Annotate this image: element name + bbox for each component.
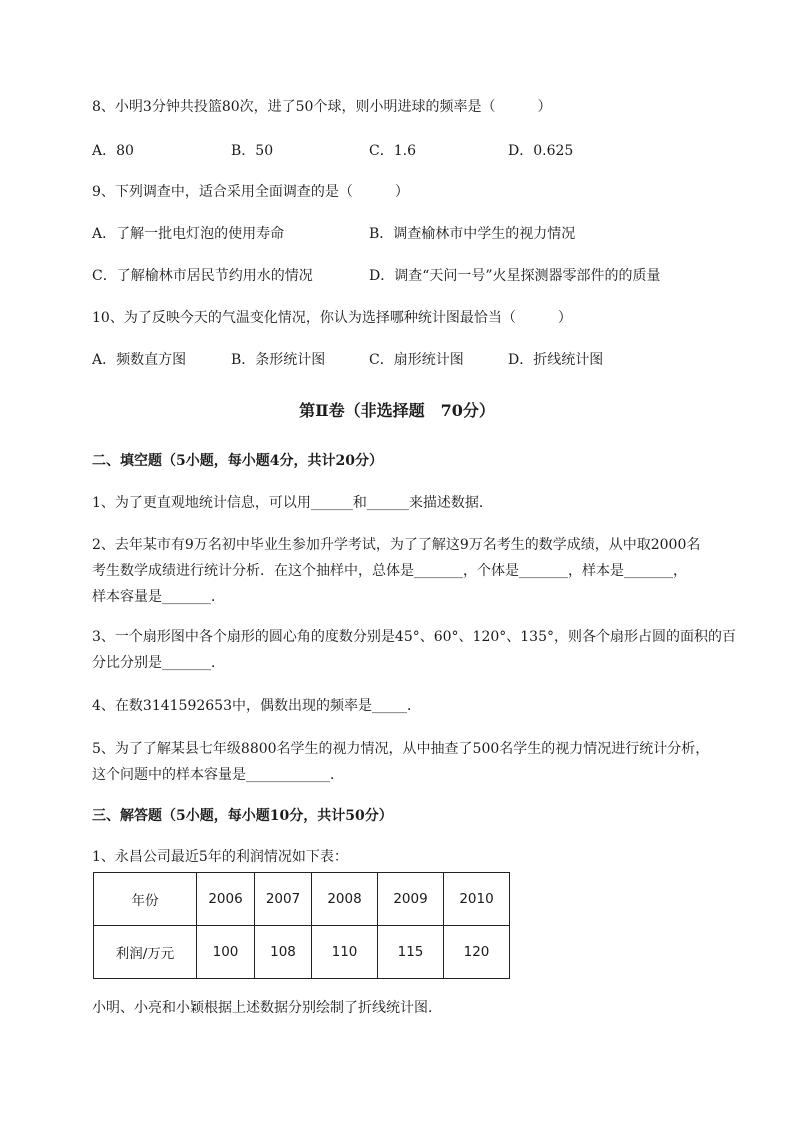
question-9-options-row1 — [92, 224, 732, 244]
table-header-year: 年份 — [94, 873, 197, 926]
fill-question-2-line-1: 2、去年某市有9万名初中毕业生参加升学考试，为了了解这9万名考生的数学成绩，从中取2000名 — [92, 537, 701, 553]
table-row — [94, 926, 510, 979]
option-b: B．50 — [231, 143, 274, 159]
table-cell-year: 2010 — [444, 873, 510, 926]
table-cell-profit: 120 — [444, 926, 510, 979]
fill-question-3-line-2: 分比分别是_______． — [92, 655, 225, 671]
fill-question-5-line-2: 这个问题中的样本容量是____________． — [92, 767, 344, 783]
option-d: D．折线统计图 — [508, 352, 604, 368]
option-d: D．调查“天问一号”火星探测器零部件的的质量 — [369, 268, 661, 284]
fill-question-1: 1、为了更直观地统计信息，可以用______和______来描述数据． — [92, 495, 493, 511]
option-a: A．了解一批电灯泡的使用寿命 — [92, 226, 285, 242]
option-c: C．1.6 — [369, 143, 416, 159]
fill-question-2 — [92, 532, 704, 610]
question-9: 9、下列调查中，适合采用全面调查的是（ ） — [92, 184, 409, 200]
fill-question-5-line-1: 5、为了了解某县七年级8800名学生的视力情况，从中抽查了500名学生的视力情况进行统计分析， — [92, 741, 710, 757]
fill-question-4: 4、在数3141592653中，偶数出现的频率是_____． — [92, 698, 421, 714]
table-cell-profit: 100 — [197, 926, 255, 979]
table-cell-profit: 110 — [312, 926, 378, 979]
fill-question-2-line-3: 样本容量是_______． — [92, 589, 225, 605]
option-a: A．频数直方图 — [92, 352, 187, 368]
question-9-options-row2 — [92, 266, 732, 286]
fill-in-heading: 二、填空题（5小题，每小题4分，共计20分） — [92, 453, 383, 469]
question-8: 8、小明3分钟共投篮80次，进了50个球，则小明进球的频率是（ ） — [92, 99, 552, 115]
answer-heading: 三、解答题（5小题，每小题10分，共计50分） — [92, 808, 393, 824]
question-10-options — [92, 350, 732, 370]
part-2-title: 第Ⅱ卷（非选择题 70分） — [299, 401, 495, 420]
table-cell-profit: 108 — [255, 926, 312, 979]
option-d: D．0.625 — [508, 143, 574, 159]
answer-question-1-followup: 小明、小亮和小颖根据上述数据分别绘制了折线统计图． — [92, 1000, 442, 1016]
table-cell-profit: 115 — [378, 926, 444, 979]
fill-question-3 — [92, 624, 736, 676]
table-cell-year: 2009 — [378, 873, 444, 926]
fill-question-5 — [92, 736, 710, 788]
option-c: C．扇形统计图 — [369, 352, 464, 368]
table-header-profit: 利润/万元 — [94, 926, 197, 979]
profit-table — [93, 872, 510, 979]
question-10: 10、为了反映今天的气温变化情况，你认为选择哪种统计图最恰当（ ） — [92, 310, 572, 326]
fill-question-3-line-1: 3、一个扇形图中各个扇形的圆心角的度数分别是45°、60°、120°、135°，则各个扇形占圆的面积的百 — [92, 629, 736, 645]
table-cell-year: 2006 — [197, 873, 255, 926]
table-cell-year: 2007 — [255, 873, 312, 926]
fill-question-2-line-2: 考生数学成绩进行统计分析．在这个抽样中，总体是_______，个体是_______，样本是_______， — [92, 563, 687, 579]
option-a: A．80 — [92, 143, 134, 159]
question-8-options — [92, 141, 732, 161]
table-row — [94, 873, 510, 926]
option-b: B．条形统计图 — [231, 352, 326, 368]
answer-question-1-intro: 1、永昌公司最近5年的利润情况如下表： — [92, 849, 348, 865]
table-cell-year: 2008 — [312, 873, 378, 926]
option-b: B．调查榆林市中学生的视力情况 — [369, 226, 576, 242]
option-c: C．了解榆林市居民节约用水的情况 — [92, 268, 313, 284]
